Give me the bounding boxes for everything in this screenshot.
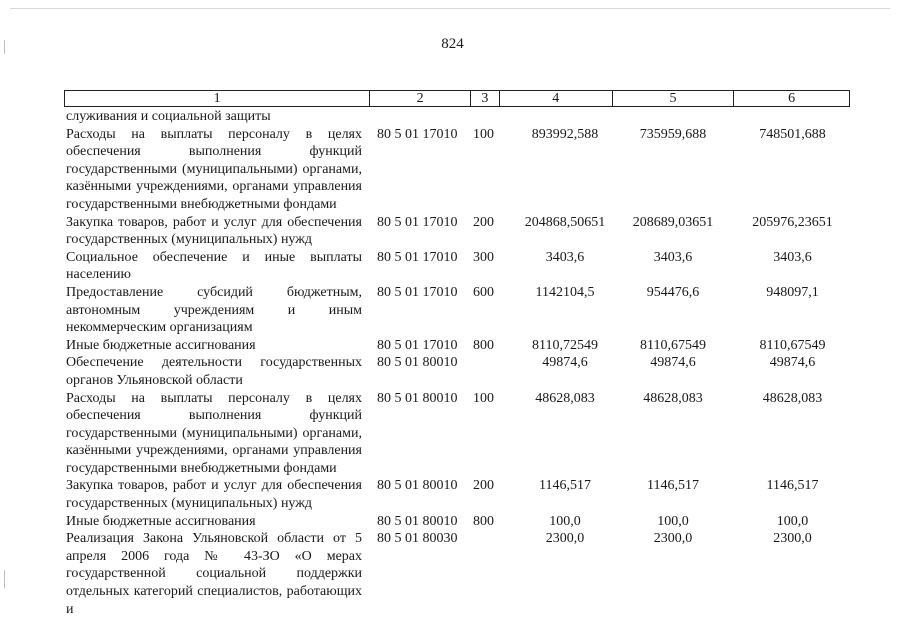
row-description: Предоставление субсидий бюджетным, автономным учреждениям и иным некоммерческим организациям bbox=[66, 284, 362, 336]
row-code: 80 5 01 17010 bbox=[377, 126, 458, 142]
row-value-col5: 1146,517 bbox=[647, 478, 699, 494]
row-description: Социальное обеспечение и иные выплаты населению bbox=[66, 249, 362, 283]
table-row bbox=[0, 126, 905, 214]
row-code: 80 5 01 17010 bbox=[377, 249, 458, 265]
row-value-col5: 100,0 bbox=[657, 513, 689, 529]
header-cell-3: 3 bbox=[471, 91, 500, 106]
row-value-col6: 8110,67549 bbox=[759, 337, 826, 353]
row-value-col5: 954476,6 bbox=[646, 284, 700, 300]
row-description: Закупка товаров, работ и услуг для обеспечения государственных (муниципальных) нужд bbox=[66, 478, 362, 512]
row-description: Иные бюджетные ассигнования bbox=[66, 337, 256, 353]
row-value-col6: 49874,6 bbox=[769, 355, 816, 371]
row-expense-type: 300 bbox=[473, 249, 494, 265]
row-code: 80 5 01 80010 bbox=[377, 355, 458, 371]
table-body bbox=[0, 108, 905, 618]
row-code: 80 5 01 17010 bbox=[377, 337, 458, 353]
row-value-col6: 948097,1 bbox=[766, 284, 819, 300]
row-value-col4: 204868,50651 bbox=[524, 214, 606, 230]
row-value-col4: 100,0 bbox=[549, 513, 581, 529]
header-cell-4: 4 bbox=[500, 91, 613, 106]
row-code: 80 5 01 80010 bbox=[377, 390, 458, 406]
row-value-col4: 49874,6 bbox=[542, 355, 588, 371]
row-value-col5: 49874,6 bbox=[650, 355, 696, 371]
row-expense-type: 200 bbox=[473, 214, 494, 230]
row-code: 80 5 01 80030 bbox=[377, 531, 458, 547]
row-value-col6: 1146,517 bbox=[766, 478, 819, 494]
row-description: Реализация Закона Ульяновской области от 5 апреля 2006 года № 43-ЗО «О мерах государственной социальной поддержки отдельных категорий специалистов, работающих и bbox=[66, 531, 362, 617]
row-description: Расходы на выплаты персоналу в целях обеспечения выполнения функций государственными (муниципальными) органами, казёнными учреждениями, органами управления государственными внебюджетными фондами bbox=[66, 126, 362, 212]
header-cell-1: 1 bbox=[65, 91, 370, 106]
row-description: служивания и социальной защиты bbox=[66, 109, 271, 124]
row-value-col5: 735959,688 bbox=[639, 126, 707, 142]
row-description: Обеспечение деятельности государственных органов Ульяновской области bbox=[66, 355, 362, 388]
table-row bbox=[0, 477, 905, 512]
row-expense-type: 100 bbox=[473, 390, 494, 406]
row-value-col4: 1146,517 bbox=[539, 478, 591, 494]
header-cell-6: 6 bbox=[788, 91, 796, 106]
row-value-col6: 205976,23651 bbox=[752, 214, 833, 230]
row-value-col4: 2300,0 bbox=[545, 531, 585, 547]
table-row bbox=[0, 249, 905, 284]
row-value-col4: 3403,6 bbox=[545, 249, 585, 265]
row-expense-type: 100 bbox=[473, 126, 494, 142]
row-value-col5: 48628,083 bbox=[643, 390, 703, 406]
row-value-col6: 2300,0 bbox=[773, 531, 812, 547]
table-row bbox=[0, 354, 905, 389]
table-row bbox=[0, 284, 905, 337]
row-value-col5: 3403,6 bbox=[653, 249, 693, 265]
table-row bbox=[0, 390, 905, 478]
row-value-col5: 208689,03651 bbox=[632, 214, 714, 230]
row-expense-type: 800 bbox=[473, 513, 494, 529]
header-cell-5: 5 bbox=[613, 91, 735, 106]
row-value-col4: 893992,588 bbox=[531, 126, 599, 142]
row-code: 80 5 01 80010 bbox=[377, 513, 458, 529]
page-number: 824 bbox=[441, 36, 464, 52]
row-expense-type: 800 bbox=[473, 337, 494, 353]
row-value-col6: 48628,083 bbox=[762, 390, 823, 406]
table-row bbox=[0, 108, 905, 126]
row-value-col4: 48628,083 bbox=[535, 390, 595, 406]
row-code: 80 5 01 17010 bbox=[377, 284, 458, 300]
scan-edge-line bbox=[10, 8, 890, 9]
table-row bbox=[0, 214, 905, 249]
row-code: 80 5 01 80010 bbox=[377, 478, 458, 494]
header-cell-2: 2 bbox=[370, 91, 471, 106]
table-row bbox=[0, 513, 905, 531]
row-expense-type: 200 bbox=[473, 478, 494, 494]
table-row bbox=[0, 530, 905, 618]
row-value-col5: 2300,0 bbox=[653, 531, 693, 547]
row-expense-type: 600 bbox=[473, 284, 494, 300]
row-value-col5: 8110,67549 bbox=[640, 337, 706, 353]
table-header-row bbox=[64, 90, 850, 107]
table-row bbox=[0, 337, 905, 355]
row-value-col4: 8110,72549 bbox=[532, 337, 598, 353]
row-code: 80 5 01 17010 bbox=[377, 214, 458, 230]
row-description: Расходы на выплаты персоналу в целях обеспечения выполнения функций государственными (муниципальными) органами, казёнными учреждениями, органами управления государственными внебюджетными фондами bbox=[66, 390, 362, 476]
row-value-col6: 100,0 bbox=[776, 513, 809, 529]
row-value-col6: 748501,688 bbox=[759, 126, 826, 142]
row-description: Закупка товаров, работ и услуг для обеспечения государственных (муниципальных) нужд bbox=[66, 214, 362, 248]
row-value-col6: 3403,6 bbox=[773, 249, 812, 265]
row-value-col4: 1142104,5 bbox=[535, 284, 595, 300]
row-description: Иные бюджетные ассигнования bbox=[66, 513, 256, 529]
